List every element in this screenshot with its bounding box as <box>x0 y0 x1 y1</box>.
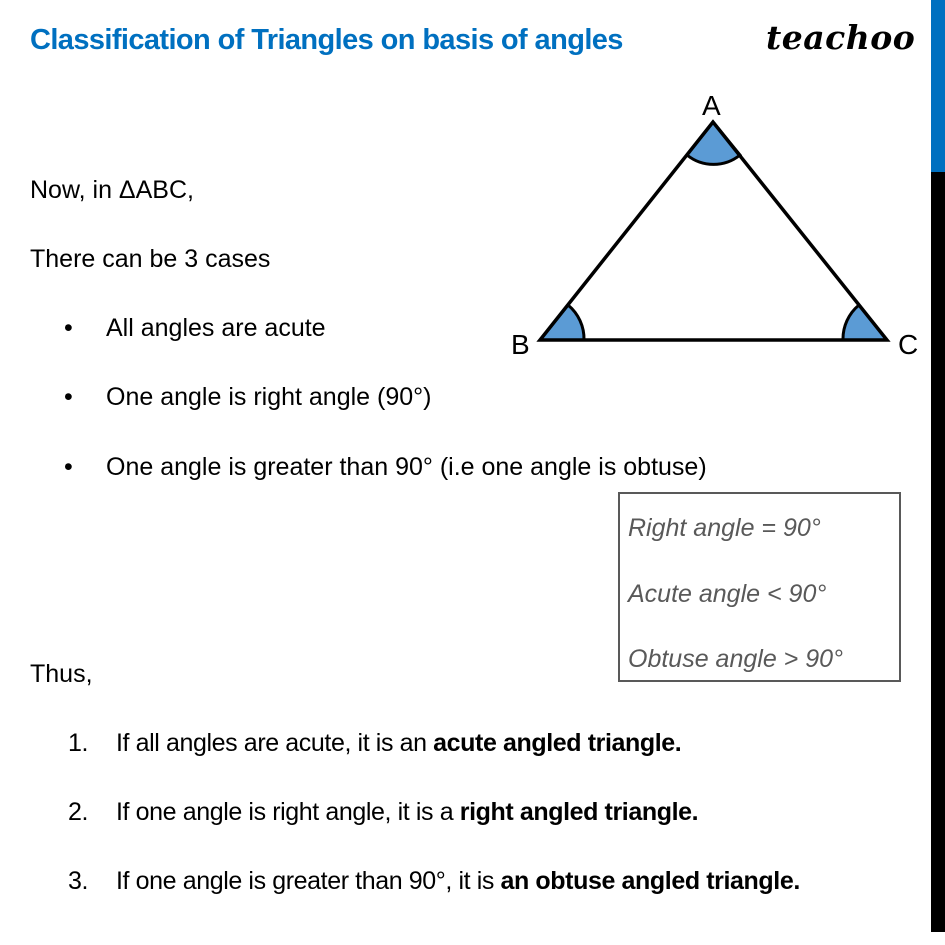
item-number: 2. <box>68 798 89 826</box>
edge-bar-black <box>931 172 945 932</box>
vertex-label-b: B <box>511 329 530 360</box>
definitions-box <box>618 492 901 682</box>
case-text: All angles are acute <box>106 314 326 342</box>
edge-bar-blue <box>931 0 945 172</box>
conclusion-label: Thus, <box>30 660 93 688</box>
item-emphasis: right angled triangle. <box>459 798 699 826</box>
item-text: If all angles are acute, it is an <box>116 729 434 757</box>
bullet-icon: • <box>64 383 73 411</box>
item-number: 3. <box>68 867 89 895</box>
bullet-icon: • <box>64 314 73 342</box>
vertex-label-c: C <box>898 329 919 360</box>
item-text: If one angle is right angle, it is a <box>116 798 460 826</box>
item-emphasis: acute angled triangle. <box>433 729 682 757</box>
triangle-diagram <box>500 80 930 370</box>
teachoo-logo: teachoo <box>766 18 916 57</box>
item-text: If one angle is greater than 90°, it is <box>116 867 501 895</box>
case-text: One angle is greater than 90° (i.e one angle is obtuse) <box>106 453 707 481</box>
item-emphasis: an obtuse angled triangle. <box>500 867 800 895</box>
intro-line-1: Now, in ΔABC, <box>30 176 194 204</box>
intro-line-2: There can be 3 cases <box>30 245 271 273</box>
vertex-label-a: A <box>702 90 721 121</box>
definition-obtuse-angle: Obtuse angle > 90° <box>628 645 844 673</box>
bullet-icon: • <box>64 453 73 481</box>
definition-right-angle: Right angle = 90° <box>628 514 821 542</box>
page-title: Classification of Triangles on basis of angles <box>30 24 623 56</box>
case-text: One angle is right angle (90°) <box>106 383 432 411</box>
item-number: 1. <box>68 729 89 757</box>
definition-acute-angle: Acute angle < 90° <box>628 580 827 608</box>
